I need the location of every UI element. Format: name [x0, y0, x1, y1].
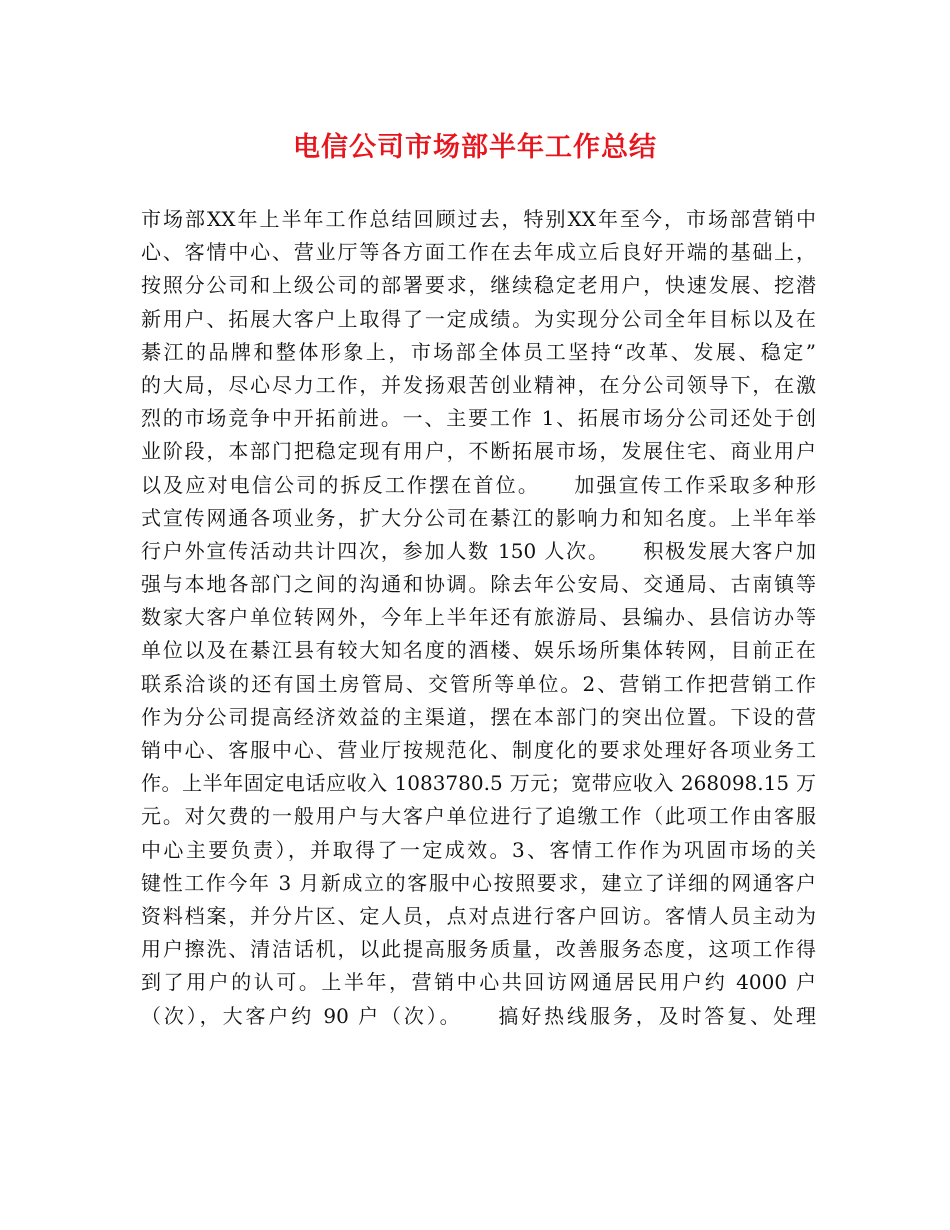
body-line-21: 键性工作今年 3 月新成立的客服中心按照要求，建立了详细的网通客户	[141, 870, 816, 895]
body-line-10: 式宣传网通各项业务，扩大分公司在綦江的影响力和知名度。上半年举	[141, 505, 816, 530]
body-line-17: 销中心、客服中心、营业厅按规范化、制度化的要求处理好各项业务工	[141, 738, 816, 762]
body-line-22: 资料档案，并分片区、定人员，点对点进行客户回访。客情人员主动为	[141, 903, 816, 928]
body-line-7: 烈的市场竞争中开拓前进。一、主要工作 1、拓展市场分公司还处于创	[141, 406, 816, 431]
body-line-3: 按照分公司和上级公司的部署要求，继续稳定老用户，快速发展、挖潜	[141, 273, 816, 298]
document-title: 电信公司市场部半年工作总结	[293, 132, 657, 163]
body-line-20: 中心主要负责），并取得了一定成效。3、客情工作作为巩固市场的关	[141, 837, 816, 862]
body-line-1: 市场部XX年上半年工作总结回顾过去，特别XX年至今，市场部营销中	[141, 207, 816, 231]
body-line-23: 用户擦洗、清洁话机，以此提高服务质量，改善服务态度，这项工作得	[141, 937, 816, 962]
body-line-14: 单位以及在綦江县有较大知名度的酒楼、娱乐场所集体转网，目前正在	[141, 638, 816, 663]
body-line-19: 元。对欠费的一般用户与大客户单位进行了追缴工作（此项工作由客服	[141, 804, 816, 829]
document-body	[141, 203, 816, 1033]
body-line-4: 新用户、拓展大客户上取得了一定成绩。为实现分公司全年目标以及在	[141, 306, 816, 331]
body-line-8: 业阶段，本部门把稳定现有用户，不断拓展市场，发展住宅、商业用户	[141, 439, 816, 464]
body-line-6: 的大局，尽心尽力工作，并发扬艰苦创业精神，在分公司领导下，在激	[141, 372, 816, 397]
body-line-2: 心、客情中心、营业厅等各方面工作在去年成立后良好开端的基础上，	[141, 240, 816, 265]
body-line-15: 联系洽谈的还有国土房管局、交管所等单位。2、营销工作把营销工作	[141, 671, 816, 696]
body-line-18: 作。上半年固定电话应收入 1083780.5 万元；宽带应收入 268098.15 万	[141, 771, 816, 796]
body-line-13: 数家大客户单位转网外，今年上半年还有旅游局、县编办、县信访办等	[141, 605, 816, 630]
body-line-16: 作为分公司提高经济效益的主渠道，摆在本部门的突出位置。下设的营	[141, 704, 816, 729]
body-line-5: 綦江的品牌和整体形象上，市场部全体员工坚持“改革、发展、稳定”	[141, 339, 816, 364]
body-line-25: （次），大客户约 90 户（次）。 搞好热线服务，及时答复、处理	[141, 1003, 816, 1028]
body-line-9: 以及应对电信公司的拆反工作摆在首位。 加强宣传工作采取多种形	[141, 472, 816, 497]
body-line-24: 到了用户的认可。上半年，营销中心共回访网通居民用户约 4000 户	[141, 970, 816, 995]
body-line-11: 行户外宣传活动共计四次，参加人数 150 人次。 积极发展大客户加	[141, 538, 816, 563]
body-line-12: 强与本地各部门之间的沟通和协调。除去年公安局、交通局、古南镇等	[141, 572, 816, 597]
